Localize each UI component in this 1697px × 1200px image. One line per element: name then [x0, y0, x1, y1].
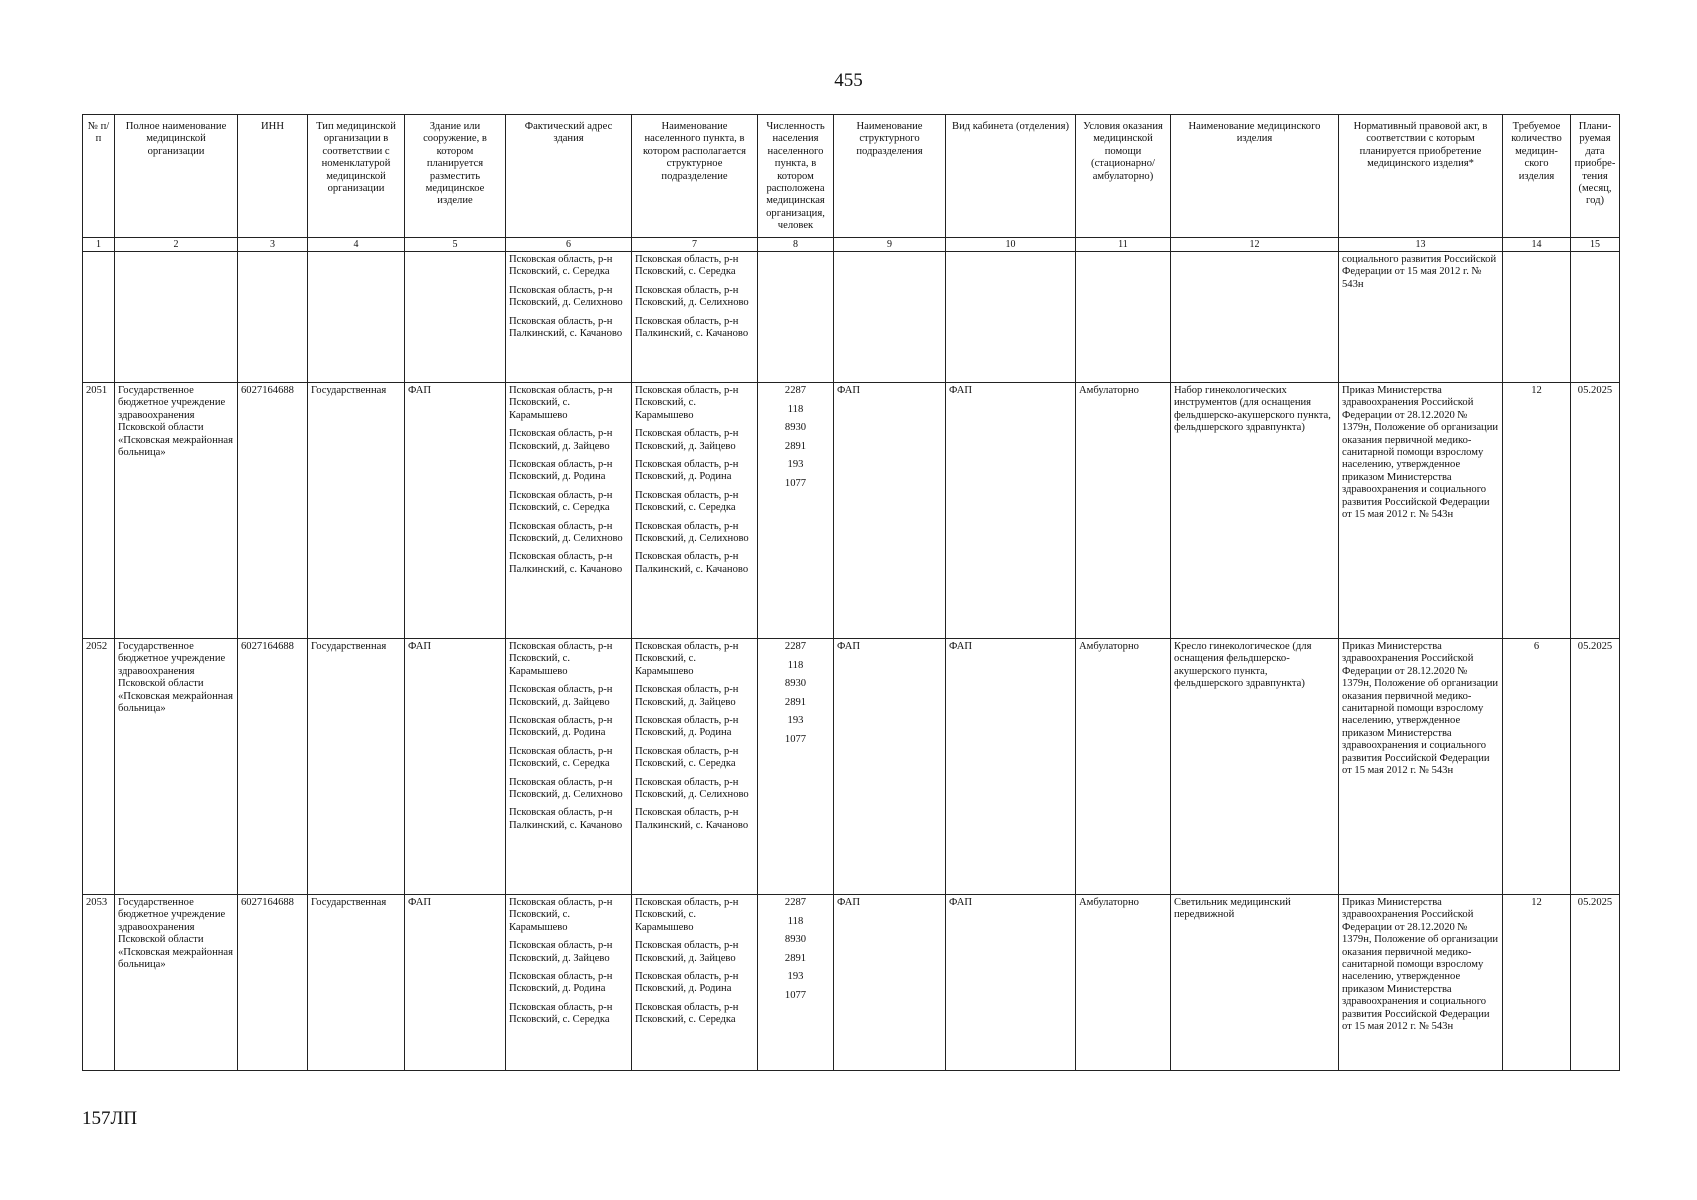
settlement-text: Псковская область, р-н Псковский, д. Зайцево [635, 684, 739, 708]
header-cell: Наименование населенного пункта, в котором располагается структурное подразделение [632, 115, 758, 238]
settlement-text: Псковская область, р-н Палкинский, с. Качаново [635, 315, 749, 340]
address-text: Псковская область, р-н Псковский, с. Середка [509, 254, 613, 278]
settlement-text: Псковская область, р-н Псковский, д. Родина [635, 715, 739, 739]
inn-cell: 6027164688 [238, 895, 308, 1071]
population-value: 2287 [784, 641, 807, 652]
settlement-text: Псковская область, р-н Палкинский, с. Качаново [635, 807, 749, 831]
date-cell: 05.2025 [1571, 895, 1620, 1071]
population-value: 2891 [784, 952, 807, 964]
population-value: 118 [787, 403, 804, 415]
act-cell: Приказ Министерства здравоохранения Российской Федерации от 28.12.2020 № 1379н, Положение об организации оказания первичной медико-санитарной помощи взрослому населению, утвержденное приказом Министерства здравоохранения и социального развития Российской Федерации от 15 мая 2012 г. № 543н [1339, 895, 1503, 1071]
unit-cell: ФАП [834, 639, 946, 895]
document-code: 157ЛП [82, 1108, 138, 1129]
population-value: 2287 [784, 385, 807, 396]
population-value: 193 [787, 971, 804, 982]
settlement-text: Псковская область, р-н Псковский, с. Середка [635, 1001, 739, 1026]
column-number: 15 [1571, 238, 1620, 252]
header-cell: Численность населения населенного пункта, в котором расположена медицинская организация, человек [758, 115, 834, 238]
population-value: 118 [787, 915, 804, 927]
table-row [83, 895, 1620, 1071]
header-cell: Тип медицинской организации в соответствии с номенклатурой медицинской организации [308, 115, 405, 238]
settlement-text: Псковская область, р-н Псковский, с. Карамышево [635, 897, 739, 933]
population-value: 1077 [784, 989, 807, 1001]
table-cell [758, 252, 834, 383]
address-cell [506, 639, 632, 895]
inn-cell: 6027164688 [238, 383, 308, 639]
quantity-cell: 12 [1503, 383, 1571, 639]
table-cell [405, 252, 506, 383]
act-cell: Приказ Министерства здравоохранения Российской Федерации от 28.12.2020 № 1379н, Положение об организации оказания первичной медико-санитарной помощи взрослому населению, утвержденное приказом Министерства здравоохранения и социального развития Российской Федерации от 15 мая 2012 г. № 543н [1339, 639, 1503, 895]
table-cell [83, 252, 115, 383]
organization-name: Государственное бюджетное учреждение здравоохранения Псковской области «Псковская межрайонная больница» [115, 383, 238, 639]
settlement-cell [632, 639, 758, 895]
settlement-text: Псковская область, р-н Палкинский, с. Качаново [635, 551, 749, 575]
quantity-cell: 6 [1503, 639, 1571, 895]
column-number: 2 [115, 238, 238, 252]
header-cell: Плани-руемая дата приобре-тения (месяц, год) [1571, 115, 1620, 238]
building-cell: ФАП [405, 639, 506, 895]
settlement-text: Псковская область, р-н Псковский, д. Селихново [635, 284, 749, 309]
population-cell [758, 383, 834, 639]
address-text: Псковская область, р-н Псковский, д. Родина [509, 971, 613, 995]
header-cell: Здание или сооружение, в котором планируется разместить медицинское изделие [405, 115, 506, 238]
header-cell: Условия оказания медицинской помощи (стационарно/ амбулаторно) [1076, 115, 1171, 238]
cabinet-cell: ФАП [946, 383, 1076, 639]
address-text: Псковская область, р-н Псковский, с. Карамышево [509, 385, 613, 421]
organization-name: Государственное бюджетное учреждение здравоохранения Псковской области «Псковская межрайонная больница» [115, 639, 238, 895]
device-name: Светильник медицинский передвижной [1171, 895, 1339, 1071]
settlement-text: Псковская область, р-н Псковский, с. Карамышево [635, 385, 739, 421]
act-cell: социального развития Российской Федерации от 15 мая 2012 г. № 543н [1339, 252, 1503, 383]
settlement-text: Псковская область, р-н Псковский, д. Селихново [635, 776, 749, 801]
population-value: 1077 [784, 733, 807, 745]
address-text: Псковская область, р-н Псковский, д. Селихново [509, 776, 623, 801]
settlement-cell [632, 252, 758, 383]
org-type: Государственная [308, 383, 405, 639]
column-number: 10 [946, 238, 1076, 252]
column-number: 3 [238, 238, 308, 252]
header-cell: ИНН [238, 115, 308, 238]
column-number: 14 [1503, 238, 1571, 252]
address-text: Псковская область, р-н Палкинский, с. Качаново [509, 551, 623, 575]
quantity-cell: 12 [1503, 895, 1571, 1071]
page-number: 455 [834, 70, 863, 91]
unit-cell: ФАП [834, 383, 946, 639]
address-cell [506, 252, 632, 383]
table-cell [946, 252, 1076, 383]
settlement-text: Псковская область, р-н Псковский, д. Зайцево [635, 940, 739, 964]
table-cell [1076, 252, 1171, 383]
header-cell: Наименование медицинского изделия [1171, 115, 1339, 238]
table-cell [1171, 252, 1339, 383]
population-value: 2891 [784, 696, 807, 708]
column-number: 7 [632, 238, 758, 252]
device-name: Кресло гинекологическое (для оснащения фельдшерско-акушерского пункта, фельдшерского здравпункта) [1171, 639, 1339, 895]
population-cell [758, 895, 834, 1071]
settlement-text: Псковская область, р-н Псковский, с. Карамышево [635, 641, 739, 677]
org-type: Государственная [308, 895, 405, 1071]
settlement-text: Псковская область, р-н Псковский, д. Селихново [635, 520, 749, 545]
population-value: 193 [787, 715, 804, 726]
column-number: 1 [83, 238, 115, 252]
column-number: 9 [834, 238, 946, 252]
column-number: 5 [405, 238, 506, 252]
column-number: 4 [308, 238, 405, 252]
table-cell [1571, 252, 1620, 383]
building-cell: ФАП [405, 895, 506, 1071]
table-row [83, 639, 1620, 895]
settlement-text: Псковская область, р-н Псковский, д. Зайцево [635, 428, 739, 452]
population-value: 8930 [784, 678, 807, 689]
population-value: 8930 [784, 422, 807, 433]
address-text: Псковская область, р-н Псковский, д. Зайцево [509, 684, 613, 708]
population-cell [758, 639, 834, 895]
table-cell [115, 252, 238, 383]
inn-cell: 6027164688 [238, 639, 308, 895]
settlement-text: Псковская область, р-н Псковский, д. Родина [635, 971, 739, 995]
population-value: 2891 [784, 440, 807, 452]
conditions-cell: Амбулаторно [1076, 383, 1171, 639]
address-text: Псковская область, р-н Палкинский, с. Качаново [509, 807, 623, 831]
organization-name: Государственное бюджетное учреждение здравоохранения Псковской области «Псковская межрайонная больница» [115, 895, 238, 1071]
address-cell [506, 895, 632, 1071]
row-number: 2053 [83, 895, 115, 1071]
address-text: Псковская область, р-н Псковский, с. Середка [509, 745, 613, 770]
header-cell: Вид кабинета (отделения) [946, 115, 1076, 238]
header-cell: Полное наименование медицинской организации [115, 115, 238, 238]
address-text: Псковская область, р-н Псковский, д. Селихново [509, 284, 623, 309]
header-row [83, 115, 1620, 238]
header-cell: Требуемое количество медицин-ского изделия [1503, 115, 1571, 238]
date-cell: 05.2025 [1571, 639, 1620, 895]
settlement-cell [632, 383, 758, 639]
population-value: 8930 [784, 934, 807, 945]
table-cell [834, 252, 946, 383]
header-cell: Нормативный правовой акт, в соответствии с которым планируется приобретение медицинского изделия* [1339, 115, 1503, 238]
address-text: Псковская область, р-н Псковский, с. Середка [509, 489, 613, 514]
column-number: 6 [506, 238, 632, 252]
settlement-text: Псковская область, р-н Псковский, д. Родина [635, 459, 739, 483]
row-number: 2051 [83, 383, 115, 639]
header-cell: № п/п [83, 115, 115, 238]
address-text: Псковская область, р-н Псковский, д. Зайцево [509, 940, 613, 964]
conditions-cell: Амбулаторно [1076, 639, 1171, 895]
conditions-cell: Амбулаторно [1076, 895, 1171, 1071]
address-text: Псковская область, р-н Псковский, д. Родина [509, 715, 613, 739]
address-text: Псковская область, р-н Псковский, с. Середка [509, 1001, 613, 1026]
column-number: 13 [1339, 238, 1503, 252]
cabinet-cell: ФАП [946, 895, 1076, 1071]
settlement-text: Псковская область, р-н Псковский, с. Середка [635, 745, 739, 770]
header-cell: Фактический адрес здания [506, 115, 632, 238]
population-value: 193 [787, 459, 804, 470]
act-cell: Приказ Министерства здравоохранения Российской Федерации от 28.12.2020 № 1379н, Положение об организации оказания первичной медико-санитарной помощи взрослому населению, утвержденное приказом Министерства здравоохранения и социального развития Российской Федерации от 15 мая 2012 г. № 543н [1339, 383, 1503, 639]
address-cell [506, 383, 632, 639]
column-number: 11 [1076, 238, 1171, 252]
table-cell [308, 252, 405, 383]
registry-table [82, 114, 1620, 1071]
address-text: Псковская область, р-н Псковский, д. Родина [509, 459, 613, 483]
settlement-text: Псковская область, р-н Псковский, с. Середка [635, 254, 739, 278]
table-row [83, 383, 1620, 639]
continuation-row [83, 252, 1620, 383]
device-name: Набор гинекологических инструментов (для оснащения фельдшерско-акушерского пункта, фельдшерского здравпункта) [1171, 383, 1339, 639]
row-number: 2052 [83, 639, 115, 895]
address-text: Псковская область, р-н Псковский, с. Карамышево [509, 641, 613, 677]
org-type: Государственная [308, 639, 405, 895]
header-cell: Наименование структурного подразделения [834, 115, 946, 238]
column-number: 12 [1171, 238, 1339, 252]
settlement-cell [632, 895, 758, 1071]
cabinet-cell: ФАП [946, 639, 1076, 895]
population-value: 118 [787, 659, 804, 671]
column-number-row [83, 238, 1620, 252]
address-text: Псковская область, р-н Псковский, с. Карамышево [509, 897, 613, 933]
table-cell [1503, 252, 1571, 383]
address-text: Псковская область, р-н Псковский, д. Селихново [509, 520, 623, 545]
address-text: Псковская область, р-н Псковский, д. Зайцево [509, 428, 613, 452]
population-value: 2287 [784, 897, 807, 908]
building-cell: ФАП [405, 383, 506, 639]
unit-cell: ФАП [834, 895, 946, 1071]
date-cell: 05.2025 [1571, 383, 1620, 639]
population-value: 1077 [784, 477, 807, 489]
address-text: Псковская область, р-н Палкинский, с. Качаново [509, 315, 623, 340]
settlement-text: Псковская область, р-н Псковский, с. Середка [635, 489, 739, 514]
table-cell [238, 252, 308, 383]
column-number: 8 [758, 238, 834, 252]
